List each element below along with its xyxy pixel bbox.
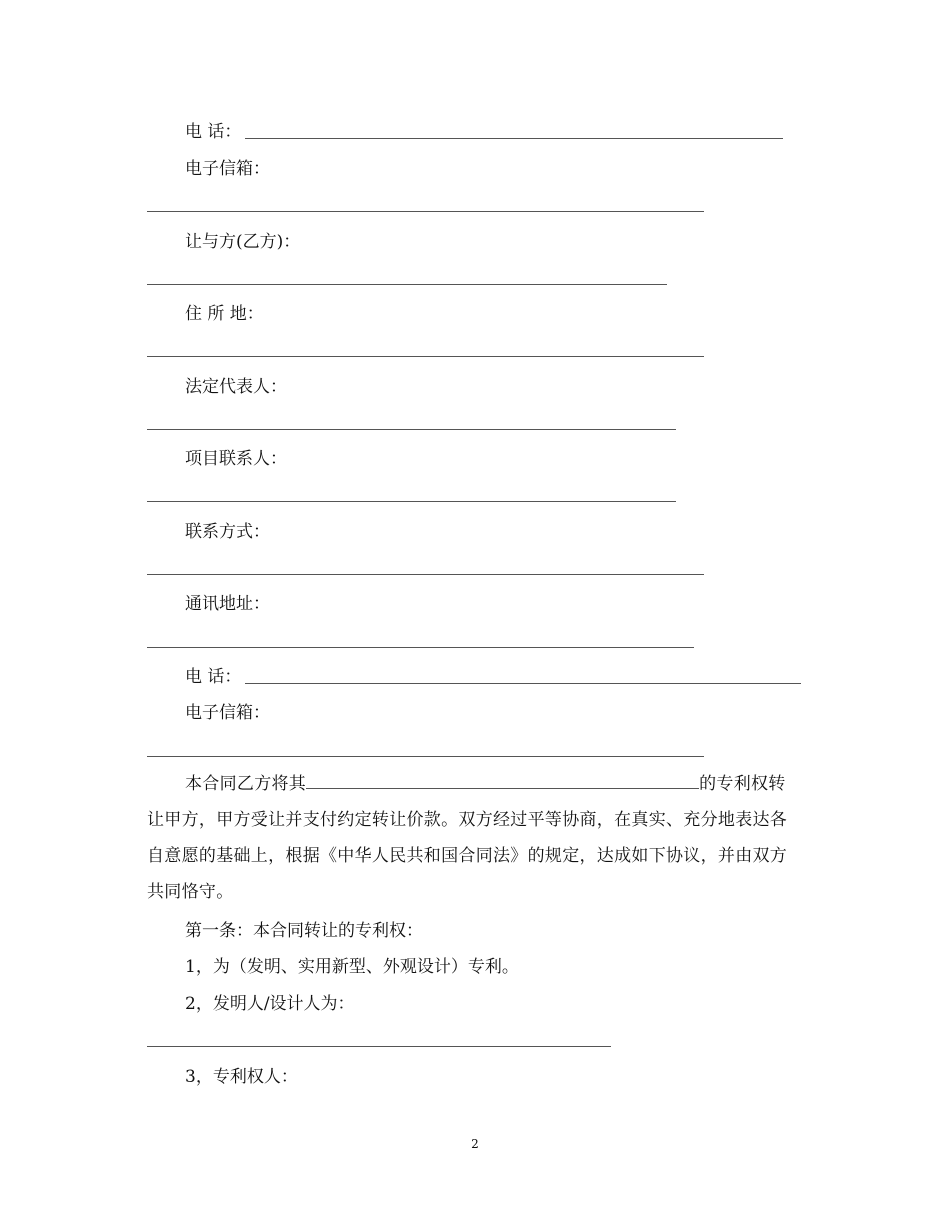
phone-blank-b[interactable] (245, 683, 801, 684)
legal-rep-blank-b[interactable] (147, 429, 676, 430)
party-b-title: 让与方(乙方)： (185, 232, 301, 252)
article-1-item-2: 2，发明人/设计人为： (185, 994, 355, 1014)
phone-label-a: 电 话： (185, 122, 242, 142)
phone-label-b: 电 话： (185, 667, 242, 687)
contact-method-blank-b[interactable] (147, 574, 704, 575)
mailing-address-blank-b[interactable] (147, 647, 694, 648)
email-label-a: 电子信箱： (185, 159, 270, 179)
address-label-b: 住 所 地： (185, 304, 264, 324)
inventor-blank[interactable] (147, 1046, 611, 1047)
project-contact-label-b: 项目联系人： (185, 449, 287, 469)
email-label-b: 电子信箱： (185, 703, 270, 723)
page-number: 2 (471, 1137, 479, 1151)
contact-method-label-b: 联系方式： (185, 522, 270, 542)
legal-rep-label-b: 法定代表人： (185, 377, 287, 397)
preamble-start: 本合同乙方将其 (185, 774, 307, 794)
party-b-name-blank[interactable] (147, 284, 667, 285)
email-blank-b[interactable] (147, 756, 704, 757)
mailing-address-label-b: 通讯地址： (185, 594, 270, 614)
preamble-paragraph (147, 766, 802, 910)
project-contact-blank-b[interactable] (147, 501, 676, 502)
preamble-end: 的专利权转让甲方，甲方受让并支付约定转让价款。双方经过平等协商，在真实、充分地表达各自意愿的基础上，根据《中华人民共和国合同法》的规定，达成如下协议，并由双方共同恪守。 (147, 774, 788, 902)
article-1-item-1: 1，为（发明、实用新型、外观设计）专利。 (185, 957, 519, 977)
address-blank-b[interactable] (147, 356, 704, 357)
article-1-item-3: 3，专利权人： (185, 1067, 298, 1087)
phone-blank-a[interactable] (245, 138, 783, 139)
patent-name-blank[interactable] (306, 774, 699, 789)
article-1-title: 第一条：本合同转让的专利权： (185, 921, 423, 941)
email-blank-a[interactable] (147, 211, 704, 212)
